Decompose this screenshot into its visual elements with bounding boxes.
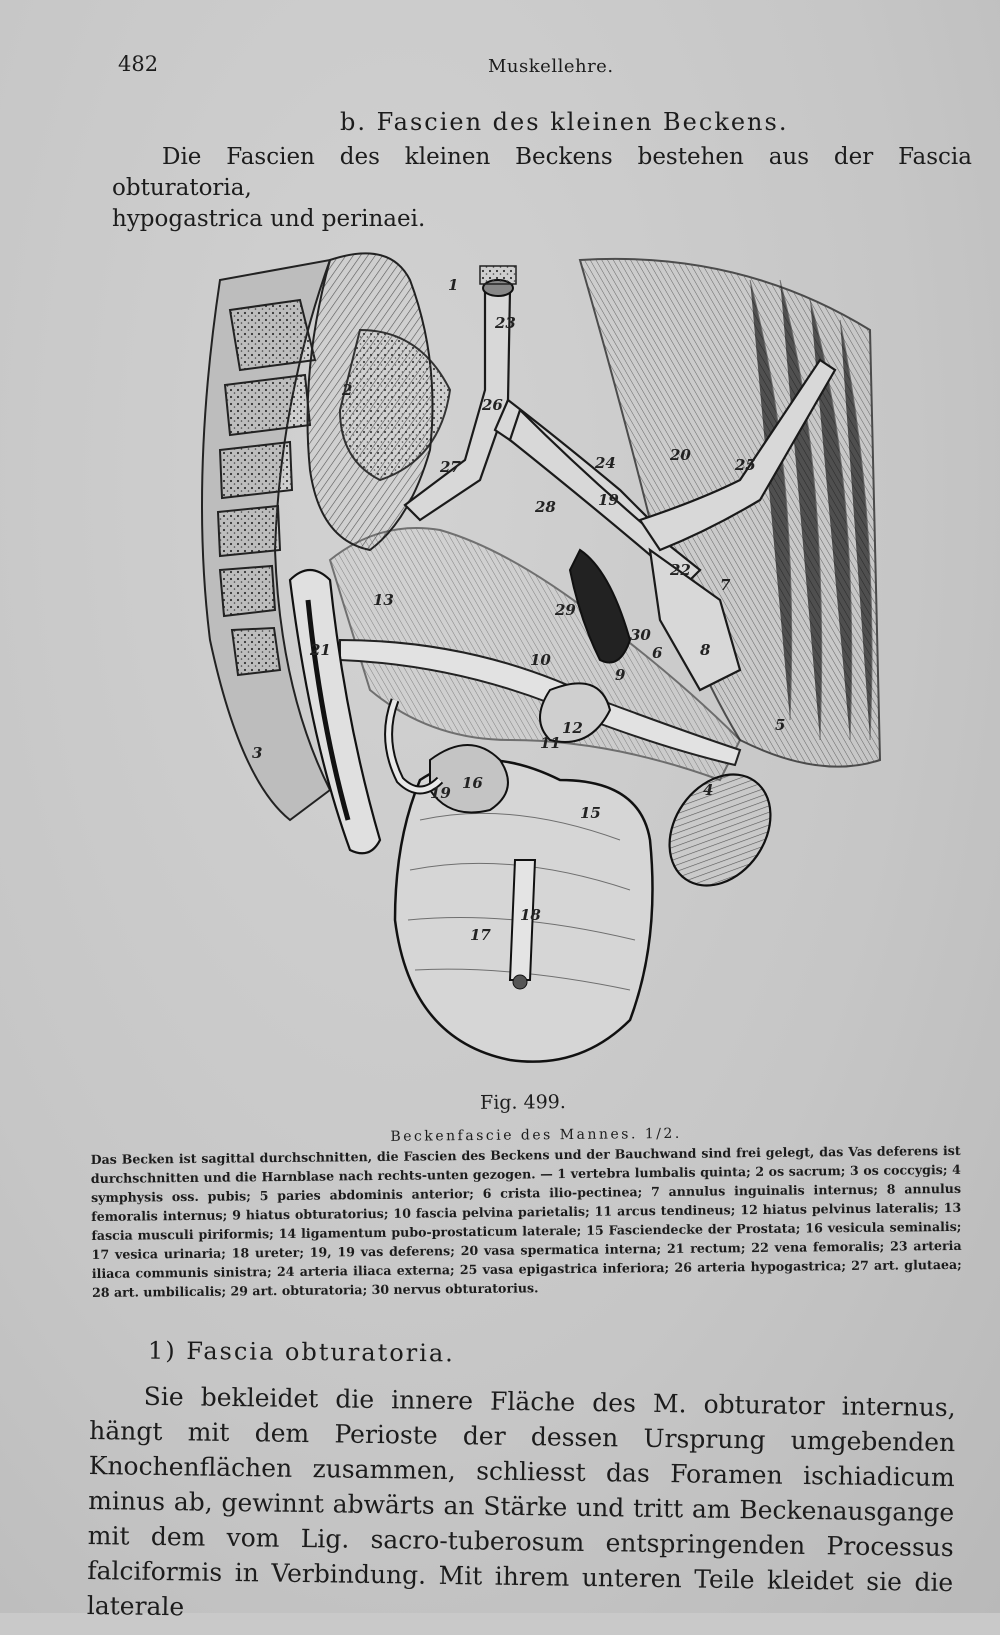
fig-label: 28: [535, 498, 556, 516]
fig-label: 1: [448, 276, 459, 294]
fig-label: 13: [373, 591, 394, 609]
fig-label: 20: [670, 446, 691, 464]
fig-label: 2: [342, 381, 353, 399]
fig-label: 18: [520, 906, 541, 924]
fig-label: 7: [720, 576, 731, 594]
fig-label: 22: [670, 561, 691, 579]
fig-label: 29: [555, 601, 576, 619]
fig-label: 21: [310, 641, 331, 659]
fig-label: 30: [630, 626, 651, 644]
subsection-heading: 1) Fascia obturatoria.: [147, 1336, 455, 1368]
fig-label: 26: [482, 396, 503, 414]
fig-label: 3: [252, 744, 263, 762]
page-number: 482: [118, 52, 159, 76]
fig-label: 9: [615, 666, 626, 684]
section-heading: b. Fascien des kleinen Beckens.: [340, 108, 789, 136]
fig-label: 11: [540, 734, 561, 752]
figure-number: Fig. 499.: [479, 1091, 566, 1114]
fig-label: 10: [530, 651, 551, 669]
fig-label: 19: [598, 491, 619, 509]
fig-label: 25: [735, 456, 756, 474]
caption-text: Das Becken ist sagittal durchschnitten, die Fascien des Beckens und der Bauchwand sind frei gelegt, das Vas deferens ist durchschnitten und die Harnblase nach rechts-unten gezogen. — 1 vertebra lumbalis quinta; 2 os sacrum; 3 os coccygis; 4 symphysis oss. pubis; 5 paries abdominis anterior; 6 crista ilio-pectinea; 7 annulus inguinalis internus; 8 annulus femoralis internus; 9 hiatus obturatorius; 10 fascia pelvina parietalis; 11 arcus tendineus; 12 hiatus pelvinus lateralis; 13 fascia musculi piriformis; 14 ligamentum pubo-prostaticum laterale; 15 Fasciendecke der Prostata; 16 vesicula seminalis; 17 vesica urinaria; 18 ureter; 19, 19 vas deferens; 20 vasa spermatica interna; 21 rectum; 22 vena femoralis; 23 arteria iliaca communis sinistra; 24 arteria iliaca externa; 25 vasa epigastrica inferiora; 26 arteria hypogastrica; 27 art. glutaea; 28 art. umbilicalis; 29 art. obturatoria; 30 nervus obturatorius.: [90, 1142, 962, 1300]
intro-line-1: Die Fascien des kleinen Beckens bestehen aus der Fascia obturatoria,: [112, 144, 972, 201]
fig-label: 4: [703, 781, 714, 799]
fig-label: 24: [595, 454, 616, 472]
fig-label: 27: [440, 458, 461, 476]
fig-label: 15: [580, 804, 601, 822]
body-text: Sie bekleidet die innere Fläche des M. obturator internus, hängt mit dem Perioste der dessen Ursprung umgebenden Knochenflächen zusammen, schliesst das Foramen ischiadicum minus ab, gewinnt abwärts an Stärke und tritt am Beckenausgange mit dem vom Lig. sacro-tuberosum entspringenden Processus falciformis in Verbindung. Mit ihrem unteren Teile kleidet sie die laterale: [86, 1381, 956, 1622]
fig-label: 6: [652, 644, 663, 662]
anatomical-illustration: [180, 220, 900, 1100]
fig-label: 17: [470, 926, 491, 944]
running-title: Muskellehre.: [488, 56, 614, 77]
pelvis-drawing: [180, 220, 900, 1100]
fig-label: 16: [462, 774, 483, 792]
fig-label: 23: [495, 314, 516, 332]
page-header: [118, 52, 878, 82]
fig-label: 19: [430, 784, 451, 802]
symphysis: [649, 755, 792, 905]
body-paragraph: [87, 1378, 956, 1635]
fig-label: 5: [775, 716, 786, 734]
intro-line-2: hypogastrica und perinaei.: [112, 206, 426, 232]
caption-title: Beckenfascie des Mannes. 1/2.: [390, 1125, 682, 1145]
fig-label: 12: [562, 719, 583, 737]
fig-label: 8: [700, 641, 711, 659]
